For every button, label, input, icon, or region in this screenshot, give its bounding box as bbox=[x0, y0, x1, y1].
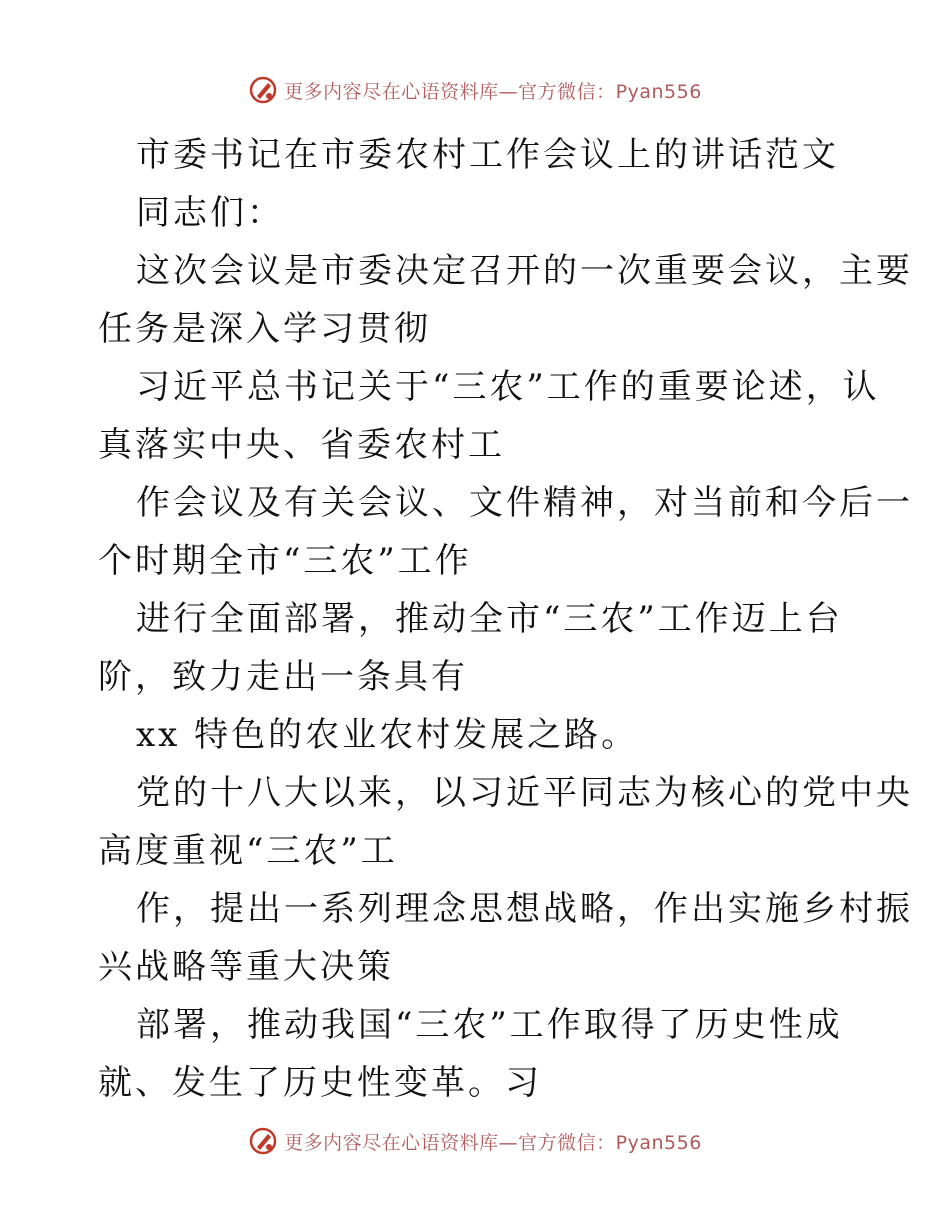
document-body bbox=[98, 126, 913, 1112]
salutation: 同志们： bbox=[136, 193, 284, 233]
text-line: 习近平总书记关于“三农”工作的重要论述，认 bbox=[136, 367, 880, 407]
text-line: 就、发生了历史性变革。习 bbox=[98, 1063, 542, 1103]
text-line: xx 特色的农业农村发展之路。 bbox=[136, 715, 639, 755]
text-line: 个时期全市“三农”工作 bbox=[98, 541, 472, 581]
text-line: 兴战略等重大决策 bbox=[98, 947, 394, 987]
text-line: 部署，推动我国“三农”工作取得了历史性成 bbox=[136, 1005, 843, 1045]
text-line: 阶，致力走出一条具有 bbox=[98, 657, 468, 697]
text-line: 这次会议是市委决定召开的一次重要会议，主要 bbox=[136, 251, 913, 291]
text-line: 作会议及有关会议、文件精神，对当前和今后一 bbox=[136, 483, 913, 523]
text-line: 进行全面部署，推动全市“三农”工作迈上台 bbox=[136, 599, 843, 639]
text-line: 任务是深入学习贯彻 bbox=[98, 309, 431, 349]
text-line: 真落实中央、省委农村工 bbox=[98, 425, 505, 465]
text-line: 党的十八大以来，以习近平同志为核心的党中央 bbox=[136, 773, 913, 813]
header-banner-text: 更多内容尽在心语资料库—官方微信：Pyan556 bbox=[284, 80, 702, 103]
text-line: 作，提出一系列理念思想战略，作出实施乡村振 bbox=[136, 889, 913, 929]
document-title: 市委书记在市委农村工作会议上的讲话范文 bbox=[136, 135, 839, 175]
header-banner bbox=[0, 70, 950, 110]
text-line: 高度重视“三农”工 bbox=[98, 831, 398, 871]
footer-banner bbox=[0, 1121, 950, 1161]
pen-logo-icon bbox=[248, 75, 278, 105]
footer-banner-text: 更多内容尽在心语资料库—官方微信：Pyan556 bbox=[284, 1131, 702, 1154]
pen-logo-icon bbox=[248, 1126, 278, 1156]
